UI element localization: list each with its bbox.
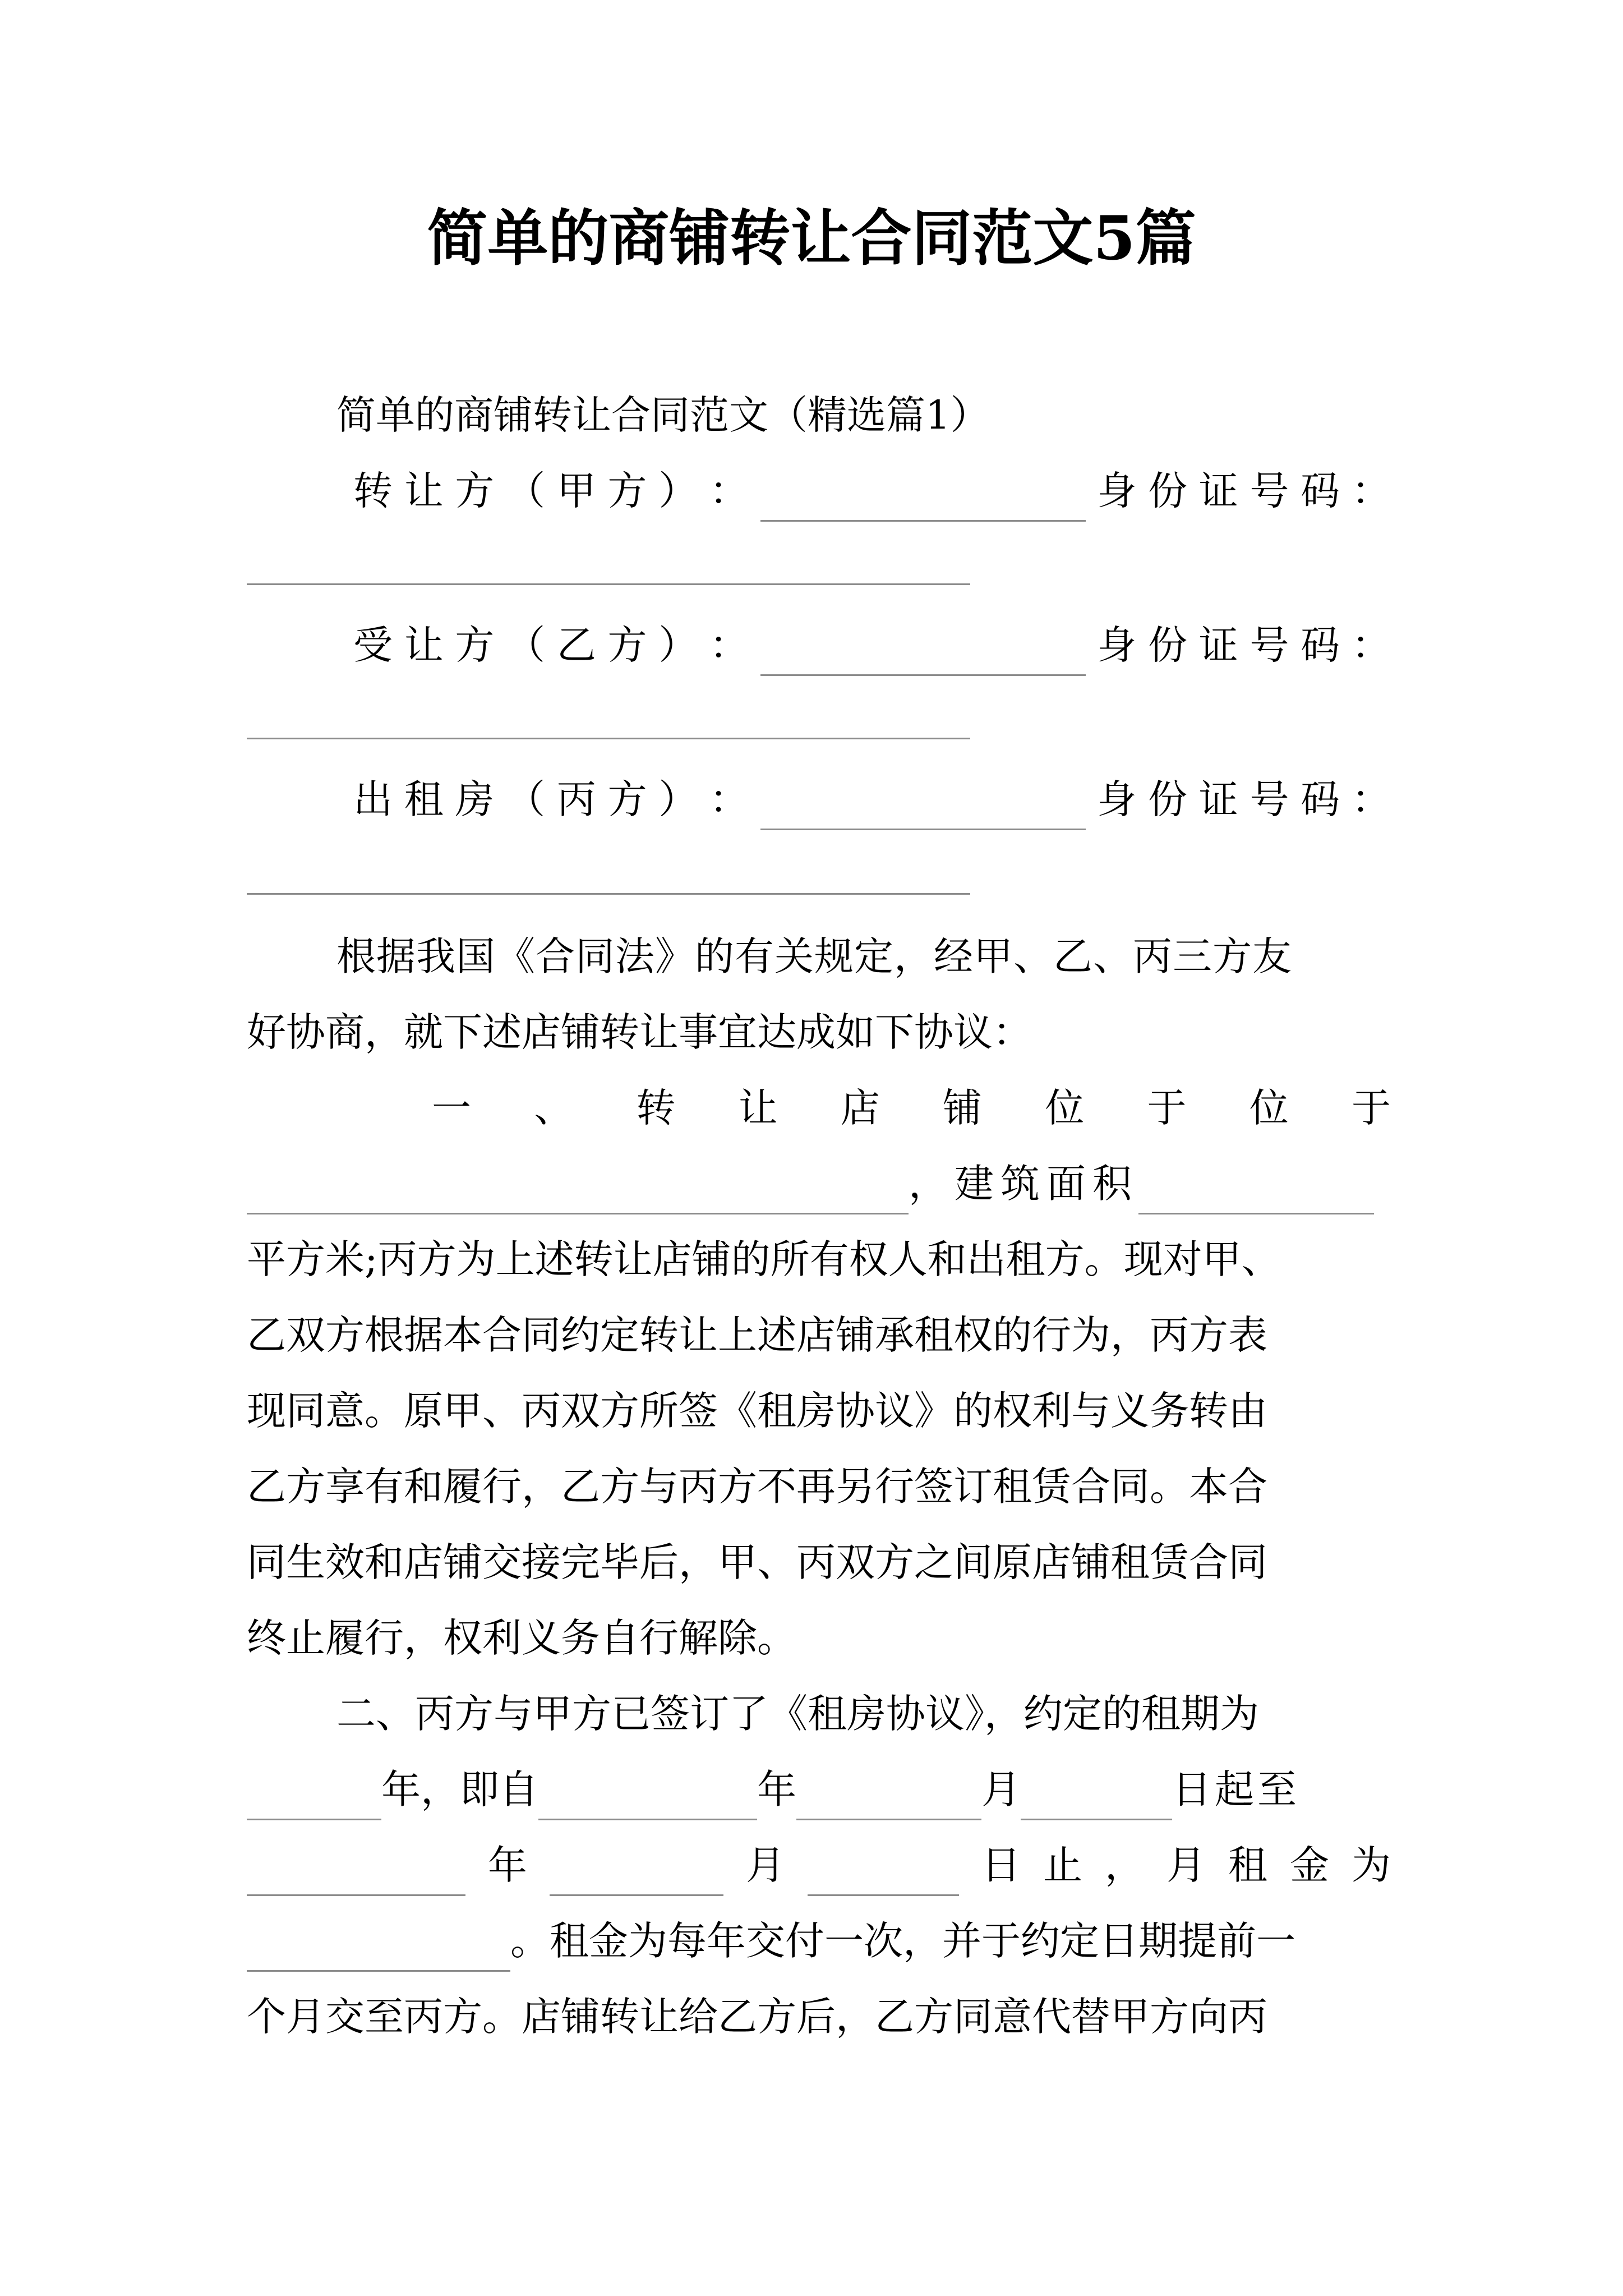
lessor-id-blank xyxy=(247,893,970,895)
char: 身 xyxy=(1097,468,1137,514)
shop-location-blank xyxy=(247,1169,909,1214)
area-label: ，建筑面积 xyxy=(909,1161,1138,1207)
char: 号 xyxy=(1249,468,1289,514)
char: 租 xyxy=(404,776,444,822)
char: 证 xyxy=(1198,622,1238,668)
char: 丙 xyxy=(556,776,596,822)
char: 份 xyxy=(1148,776,1188,822)
intro-line: 好协商，就下述店铺转让事宜达成如下协议： xyxy=(247,1009,1032,1055)
area-blank xyxy=(1138,1169,1374,1214)
char: ： xyxy=(1351,468,1391,514)
char: 方 xyxy=(607,622,647,668)
char: 金 xyxy=(1290,1842,1329,1888)
char: 出 xyxy=(353,776,393,822)
char: 租 xyxy=(1228,1842,1267,1888)
char: （ xyxy=(506,622,546,668)
party-transferor-row xyxy=(353,460,1391,522)
char: 证 xyxy=(1198,468,1238,514)
char: 甲 xyxy=(556,468,596,514)
clause2-line: 二、丙方与甲方已签订了《租房协议》，约定的租期为 xyxy=(336,1691,1259,1737)
lessor-name-blank xyxy=(760,785,1086,830)
char: 码 xyxy=(1301,622,1340,668)
char: 铺 xyxy=(943,1085,983,1131)
char: 位 xyxy=(1045,1085,1085,1131)
char: 身 xyxy=(1097,776,1137,822)
char: 止 xyxy=(1043,1842,1082,1888)
char: ） xyxy=(658,622,698,668)
char: 身 xyxy=(1097,622,1137,668)
char: ： xyxy=(709,468,749,514)
char: 方 xyxy=(455,468,495,514)
clause1-line: 终止履行，权利义务自行解除。 xyxy=(247,1615,796,1661)
char: 转 xyxy=(636,1085,676,1131)
char: 于 xyxy=(1147,1085,1187,1131)
char: 转 xyxy=(353,468,393,514)
char: 月 xyxy=(1166,1842,1206,1888)
char: 、 xyxy=(534,1085,574,1131)
start-year-blank xyxy=(538,1775,757,1820)
transferor-id-blank xyxy=(247,583,970,585)
section-subtitle: 简单的商铺转让合同范文（精选篇1） xyxy=(336,392,990,438)
char: 方 xyxy=(607,468,647,514)
clause1-location-row xyxy=(247,1153,1391,1214)
end-day-blank xyxy=(808,1851,959,1896)
start-month-blank xyxy=(796,1775,981,1820)
char: 于 xyxy=(1351,1085,1391,1131)
clause1-line: 同生效和店铺交接完毕后，甲、丙双方之间原店铺租赁合同 xyxy=(247,1539,1267,1585)
term-text: 年 xyxy=(757,1766,796,1812)
char: 受 xyxy=(353,622,393,668)
char: 份 xyxy=(1148,622,1188,668)
monthly-rent-blank xyxy=(247,1926,510,1972)
char: ） xyxy=(658,776,698,822)
char: 位 xyxy=(1249,1085,1289,1131)
char: 店 xyxy=(840,1085,880,1131)
start-day-blank xyxy=(1021,1775,1172,1820)
char: 份 xyxy=(1148,468,1188,514)
char: 月 xyxy=(746,1842,785,1888)
char: ： xyxy=(1351,622,1391,668)
char: ： xyxy=(709,776,749,822)
clause1-heading-row xyxy=(432,1077,1391,1139)
clause1-line: 平方米;丙方为上述转让店铺的所有权人和出租方。现对甲、 xyxy=(247,1236,1281,1282)
char: （ xyxy=(506,468,546,514)
party-transferee-row xyxy=(353,614,1391,676)
document-title: 简单的商铺转让合同范文5篇 xyxy=(427,203,1196,274)
transferor-name-blank xyxy=(760,476,1086,522)
clause2-payment-row xyxy=(247,1910,1391,1972)
char: 让 xyxy=(738,1085,778,1131)
char: 日 xyxy=(981,1842,1021,1888)
char: 年 xyxy=(488,1842,527,1888)
char: （ xyxy=(506,776,546,822)
char: 码 xyxy=(1301,776,1340,822)
char: 号 xyxy=(1249,776,1289,822)
char: 让 xyxy=(404,468,444,514)
char: ） xyxy=(658,468,698,514)
party-lessor-row xyxy=(353,769,1391,830)
term-text: 年，即自 xyxy=(381,1766,538,1812)
char: ， xyxy=(1105,1842,1144,1888)
end-month-blank xyxy=(550,1851,723,1896)
char: 一 xyxy=(432,1085,471,1131)
transferee-id-blank xyxy=(247,738,970,739)
char: 乙 xyxy=(556,622,596,668)
char: 为 xyxy=(1352,1842,1391,1888)
char: 号 xyxy=(1249,622,1289,668)
char: 房 xyxy=(455,776,495,822)
char: 证 xyxy=(1198,776,1238,822)
char: 方 xyxy=(455,622,495,668)
transferee-name-blank xyxy=(760,631,1086,676)
char: ： xyxy=(709,622,749,668)
char: 让 xyxy=(404,622,444,668)
clause1-line: 乙方享有和履行，乙方与丙方不再另行签订租赁合同。本合 xyxy=(247,1464,1267,1510)
term-text: 日起至 xyxy=(1172,1766,1300,1812)
clause2-line: 个月交至丙方。店铺转让给乙方后，乙方同意代替甲方向丙 xyxy=(247,1994,1267,2040)
char: 方 xyxy=(607,776,647,822)
term-years-blank xyxy=(247,1775,381,1820)
clause1-line: 乙双方根据本合同约定转让上述店铺承租权的行为，丙方表 xyxy=(247,1312,1267,1358)
char: ： xyxy=(1351,776,1391,822)
term-text: 月 xyxy=(981,1766,1021,1812)
clause2-rent-row xyxy=(247,1834,1391,1896)
clause2-text: 。租金为每年交付一次，并于约定日期提前一 xyxy=(510,1918,1295,1964)
char: 码 xyxy=(1301,468,1340,514)
intro-line: 根据我国《合同法》的有关规定，经甲、乙、丙三方友 xyxy=(336,933,1292,979)
clause1-line: 现同意。原甲、丙双方所签《租房协议》的权利与义务转由 xyxy=(247,1388,1267,1434)
end-year-blank xyxy=(247,1851,465,1896)
clause2-term-row xyxy=(247,1759,1391,1820)
